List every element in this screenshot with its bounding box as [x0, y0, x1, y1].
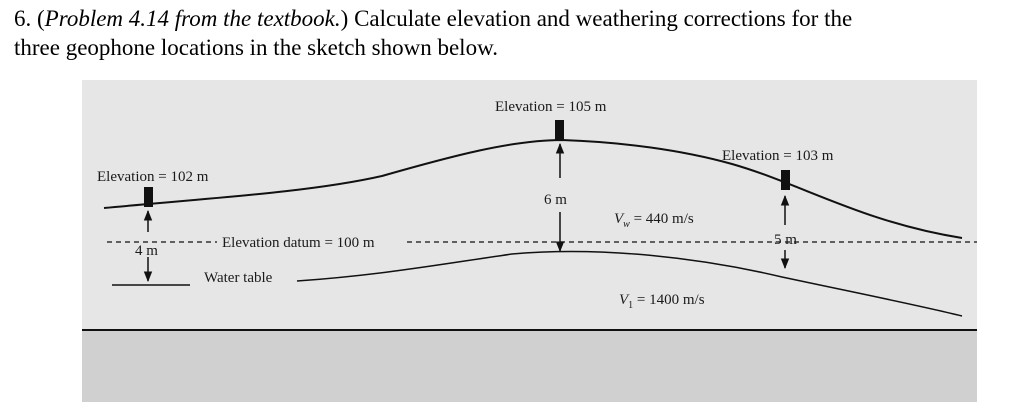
- distance-label-right: 5 m: [774, 232, 797, 248]
- problem-line-1: [14, 4, 1014, 33]
- elevation-label-left: Elevation = 102 m: [97, 169, 209, 185]
- elevation-label-center: Elevation = 105 m: [495, 99, 607, 115]
- problem-statement: [14, 4, 1014, 62]
- velocity-weathered-label: $V_w = 440$ m/s: [614, 211, 694, 230]
- problem-text-line-2: three geophone locations in the sketch shown below.: [14, 35, 498, 60]
- geophone-center: [555, 120, 564, 140]
- datum-label: Elevation datum = 100 m: [222, 235, 375, 251]
- open-paren: (: [37, 6, 45, 31]
- elevation-label-right: Elevation = 103 m: [722, 148, 834, 164]
- cross-section-diagram: [82, 80, 977, 402]
- velocity-layer1-label: $V_1 = 1400$ m/s: [619, 292, 705, 311]
- geophone-sketch-figure: [82, 80, 977, 402]
- lower-layer: [82, 330, 977, 402]
- distance-label-center: 6 m: [544, 192, 567, 208]
- problem-number: 6.: [14, 6, 32, 31]
- distance-label-left: 4 m: [135, 243, 158, 259]
- close-paren: ): [340, 6, 349, 31]
- water-table-label: Water table: [204, 270, 273, 286]
- problem-text-line-1: Calculate elevation and weathering corrections for the: [348, 6, 853, 31]
- problem-source: Problem 4.14 from the textbook.: [44, 6, 341, 31]
- geophone-right: [781, 170, 790, 190]
- geophone-left: [144, 187, 153, 207]
